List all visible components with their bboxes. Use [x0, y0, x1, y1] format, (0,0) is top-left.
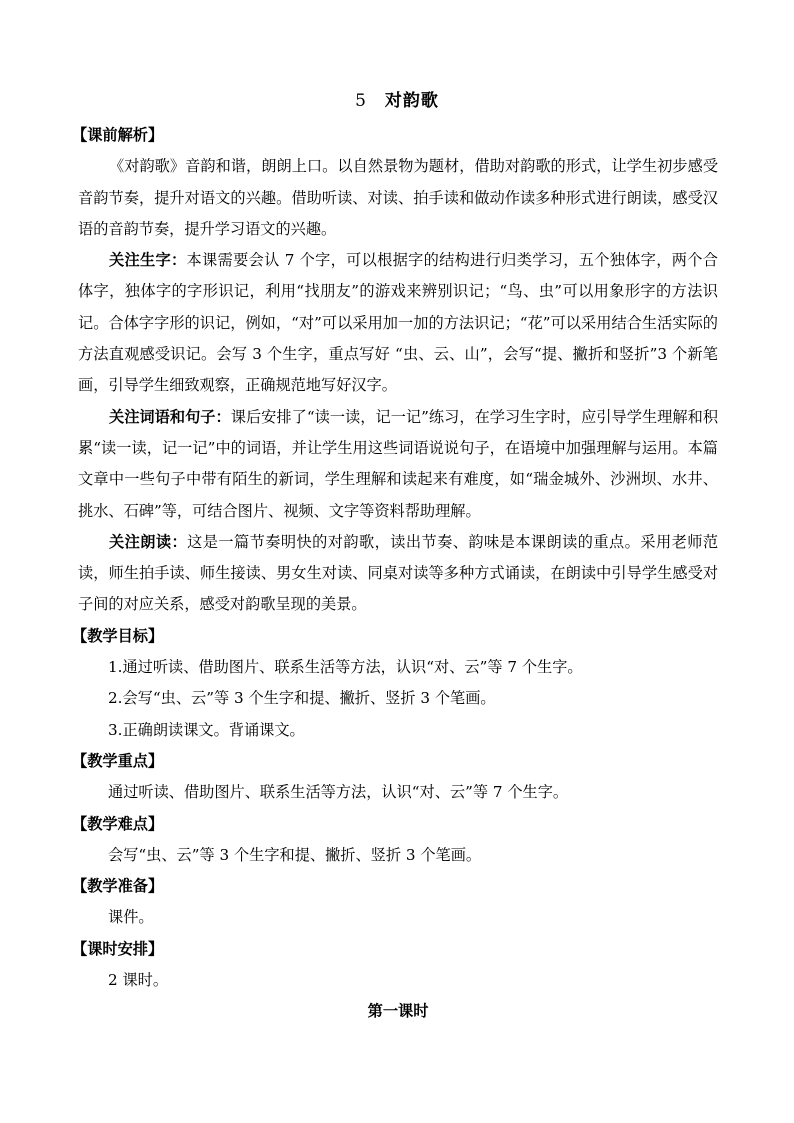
goal-item: 3.正确朗读课文。背诵课文。 — [108, 720, 305, 739]
prep-text: 课件。 — [108, 908, 154, 927]
paragraph-text: 课后安排了“读一读，记一记”练习，在学习生字时，应引导学生理解和积累“读一读，记一记”中的词语，并让学生用这些词语说说句子，在语境中加强理解与运用。本篇文章中一些句子中带有陌生的新词，学生理解和读起来有难度，如“瑞金城外、沙洲坝、水井、挑水、石碑”等，可结合图片、视频、文字等资料帮助理解。 — [78, 407, 719, 520]
paragraph-characters — [78, 245, 718, 401]
paragraph-lead: 关注朗读： — [109, 532, 188, 551]
section-heading-analysis: 【课前解析】 — [72, 126, 164, 144]
document-body — [72, 120, 719, 1028]
section-heading-key: 【教学重点】 — [72, 751, 164, 770]
paragraph-words — [78, 402, 718, 527]
goal-item: 1.通过听读、借助图片、联系生活等方法，认识“对、云”等 7 个生字。 — [108, 658, 583, 677]
paragraph-text: 本课需要会认 7 个字，可以根据字的结构进行归类学习，五个独体字，两个合体字，独体字的字形识记，利用“找朋友”的游戏来辨别识记；“鸟、虫”可以用象形字的方法识记。合体字字形的识记，例如，“对”可以采用加一加的方法识记；“花”可以采用结合生活实际的方法直观感受识记。会写 3 个生字，重点写好 “虫、云、山”，会写“提、撇折和竖折”3 个新笔画，引导学生细致观察，正确规范地写好汉字。 — [78, 251, 718, 395]
page-title — [0, 86, 794, 111]
key-text: 通过听读、借助图片、联系生活等方法，认识“对、云”等 7 个生字。 — [108, 783, 569, 802]
goal-item: 2.会写“虫、云”等 3 个生字和提、撇折、竖折 3 个笔画。 — [108, 689, 496, 708]
paragraph-text: 这是一篇节奏明快的对韵歌，读出节奏、韵味是本课朗读的重点。采用老师范读，师生拍手读、师生接读、男女生对读、同桌对读等多种方式诵读，在朗读中引导学生感受对子间的对应关系，感受对韵歌呈现的美景。 — [78, 532, 719, 614]
paragraph-reading — [78, 527, 718, 621]
first-lesson-heading: 第一课时 — [367, 1002, 429, 1021]
paragraph-lead: 关注生字： — [109, 251, 187, 270]
section-heading-difficult: 【教学难点】 — [72, 814, 164, 833]
lesson-title: 对韵歌 — [384, 91, 439, 111]
section-heading-schedule: 【课时安排】 — [72, 939, 164, 958]
section-heading-prep: 【教学准备】 — [72, 877, 164, 896]
difficult-text: 会写“虫、云”等 3 个生字和提、撇折、竖折 3 个笔画。 — [108, 845, 482, 864]
section-heading-goals: 【教学目标】 — [72, 626, 164, 645]
paragraph-lead: 关注词语和句子： — [109, 407, 231, 426]
paragraph-intro: 《对韵歌》音韵和谐，朗朗上口。以自然景物为题材，借助对韵歌的形式，让学生初步感受音韵节奏，提升对语文的兴趣。借助听读、对读、拍手读和做动作读多种形式进行朗读，感受汉语的音韵节奏，提升学习语文的兴趣。 — [78, 157, 718, 238]
schedule-text: 2 课时。 — [108, 971, 169, 990]
lesson-number: 5 — [355, 91, 367, 111]
